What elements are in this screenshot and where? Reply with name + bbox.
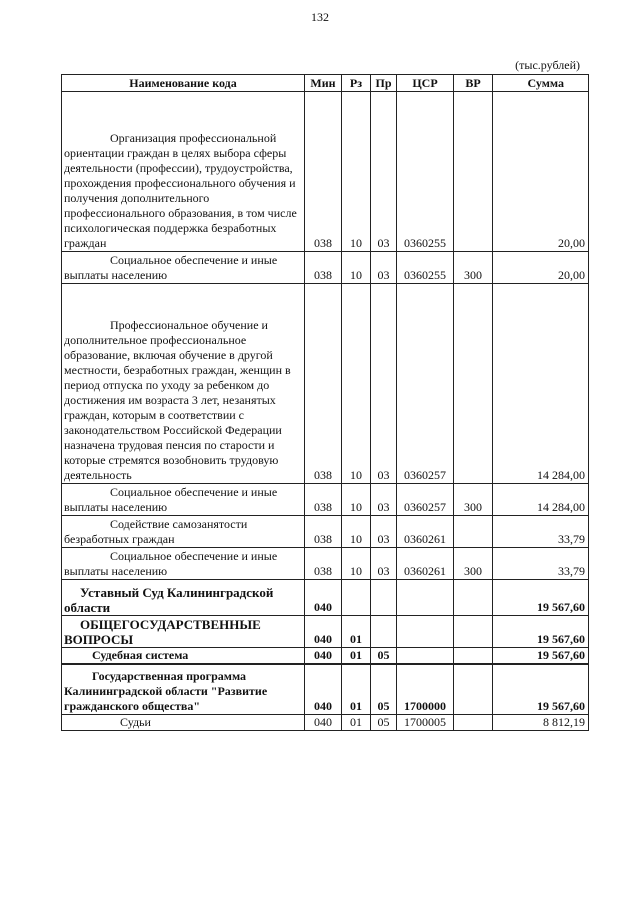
row-vr [454, 284, 493, 484]
row-rz [342, 580, 371, 616]
row-sum: 19 567,60 [493, 664, 589, 714]
row-vr: 300 [454, 484, 493, 516]
row-sum: 14 284,00 [493, 284, 589, 484]
table-row [62, 252, 589, 284]
row-vr [454, 616, 493, 648]
row-rz: 01 [342, 616, 371, 648]
row-vr [454, 516, 493, 548]
row-sum: 33,79 [493, 548, 589, 580]
row-pr: 05 [371, 664, 397, 714]
row-rz: 10 [342, 484, 371, 516]
row-csr: 0360255 [397, 92, 454, 252]
row-min: 040 [305, 580, 342, 616]
table-row [62, 516, 589, 548]
row-min: 038 [305, 92, 342, 252]
row-vr [454, 648, 493, 665]
header-vr: ВР [454, 75, 493, 92]
row-pr [371, 616, 397, 648]
row-min: 040 [305, 616, 342, 648]
row-csr [397, 580, 454, 616]
row-min: 038 [305, 484, 342, 516]
row-vr [454, 580, 493, 616]
row-min: 038 [305, 516, 342, 548]
header-name: Наименование кода [62, 75, 305, 92]
row-pr: 03 [371, 516, 397, 548]
row-sum: 8 812,19 [493, 714, 589, 730]
row-name: Организация профессиональной ориентации граждан в целях выбора сферы деятельности (профессии), трудоустройства, прохождения профессионального обучения и получения дополнительного профессионального образования, в том числе психологическая поддержка безработных граждан [62, 92, 305, 252]
row-sum: 19 567,60 [493, 580, 589, 616]
row-rz: 10 [342, 548, 371, 580]
header-csr: ЦСР [397, 75, 454, 92]
row-pr: 03 [371, 548, 397, 580]
units-label: (тыс.рублей) [515, 58, 580, 72]
row-name: Социальное обеспечение и иные выплаты населению [62, 484, 305, 516]
row-pr: 03 [371, 252, 397, 284]
row-sum: 20,00 [493, 92, 589, 252]
row-rz: 01 [342, 714, 371, 730]
row-csr: 0360255 [397, 252, 454, 284]
row-vr: 300 [454, 548, 493, 580]
row-vr [454, 664, 493, 714]
table-row [62, 548, 589, 580]
row-name: Уставный Суд Калининградской области [62, 580, 305, 616]
table-row [62, 284, 589, 484]
table-row [62, 484, 589, 516]
row-vr [454, 714, 493, 730]
row-pr [371, 580, 397, 616]
row-sum: 19 567,60 [493, 616, 589, 648]
row-name: Социальное обеспечение и иные выплаты населению [62, 548, 305, 580]
row-csr: 0360261 [397, 548, 454, 580]
row-csr: 1700005 [397, 714, 454, 730]
row-name: ОБЩЕГОСУДАРСТВЕННЫЕ ВОПРОСЫ [62, 616, 305, 648]
row-csr: 0360257 [397, 284, 454, 484]
row-min: 040 [305, 664, 342, 714]
row-sum: 14 284,00 [493, 484, 589, 516]
row-min: 038 [305, 284, 342, 484]
row-csr: 1700000 [397, 664, 454, 714]
row-csr: 0360257 [397, 484, 454, 516]
row-rz: 10 [342, 516, 371, 548]
row-sum: 33,79 [493, 516, 589, 548]
row-name: Содействие самозанятости безработных граждан [62, 516, 305, 548]
header-sum: Сумма [493, 75, 589, 92]
page-number: 132 [311, 10, 329, 24]
row-name: Социальное обеспечение и иные выплаты населению [62, 252, 305, 284]
row-csr: 0360261 [397, 516, 454, 548]
row-sum: 20,00 [493, 252, 589, 284]
budget-table [61, 74, 589, 731]
table-header-row [62, 75, 589, 92]
row-pr: 03 [371, 284, 397, 484]
row-pr: 03 [371, 92, 397, 252]
header-rz: Рз [342, 75, 371, 92]
header-pr: Пр [371, 75, 397, 92]
row-pr: 05 [371, 714, 397, 730]
row-name: Профессиональное обучение и дополнительное профессиональное образование, включая обучение в другой местности, безработных граждан, женщин в период отпуска по уходу за ребенком до достижения им возраста 3 лет, незанятых граждан, которым в соответствии с законодательством Российской Федерации назначена трудовая пенсия по старости и которые стремятся возобновить трудовую деятельность [62, 284, 305, 484]
table-row [62, 580, 589, 616]
row-pr: 05 [371, 648, 397, 665]
header-min: Мин [305, 75, 342, 92]
row-rz: 10 [342, 252, 371, 284]
row-name: Судебная система [62, 648, 305, 665]
row-min: 040 [305, 714, 342, 730]
row-name: Судьи [62, 714, 305, 730]
row-vr: 300 [454, 252, 493, 284]
row-pr: 03 [371, 484, 397, 516]
row-min: 038 [305, 252, 342, 284]
table-row [62, 714, 589, 730]
row-rz: 10 [342, 92, 371, 252]
row-csr [397, 648, 454, 665]
row-rz: 01 [342, 664, 371, 714]
table-row [62, 92, 589, 252]
row-name: Государственная программа Калининградской области "Развитие гражданского общества" [62, 664, 305, 714]
row-min: 038 [305, 548, 342, 580]
table-row [62, 664, 589, 714]
row-rz: 10 [342, 284, 371, 484]
row-min: 040 [305, 648, 342, 665]
row-vr [454, 92, 493, 252]
table-row [62, 616, 589, 648]
table-row [62, 648, 589, 665]
row-sum: 19 567,60 [493, 648, 589, 665]
row-csr [397, 616, 454, 648]
row-rz: 01 [342, 648, 371, 665]
